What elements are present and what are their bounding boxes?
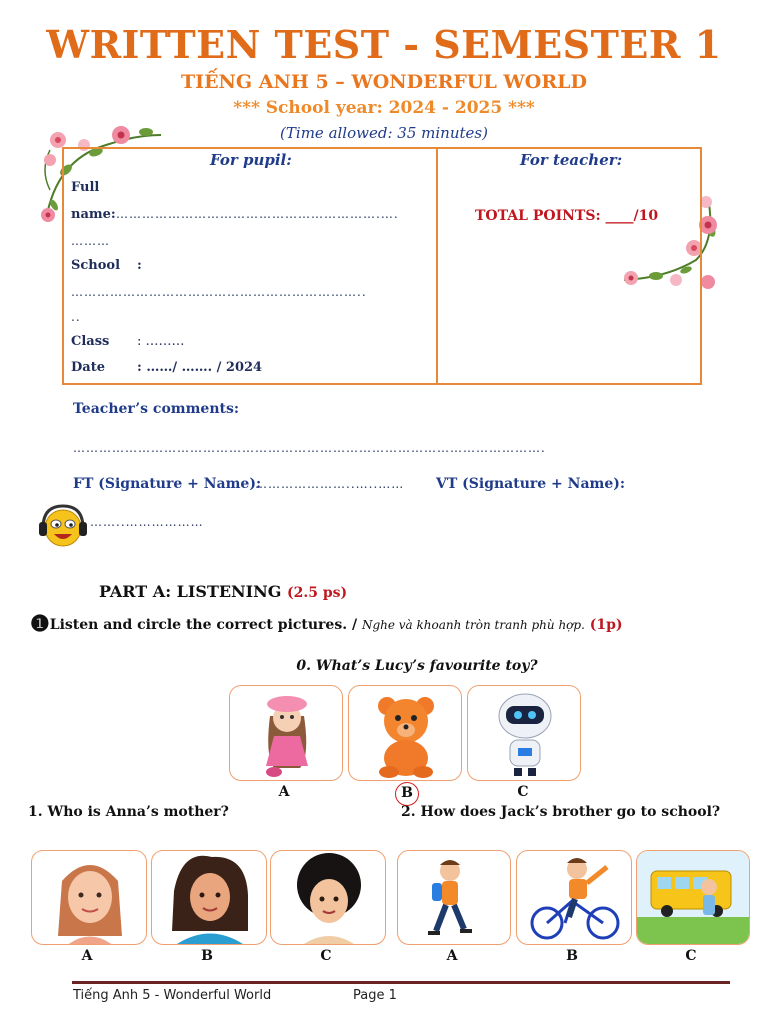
footer-page-number: Page 1: [353, 988, 397, 1003]
doll-icon: [230, 686, 343, 781]
footer-rule: [72, 981, 730, 984]
q2-option-a-label[interactable]: A: [446, 948, 458, 964]
ft-signature-label: FT (Signature + Name):: [73, 476, 262, 492]
headphones-smiley-icon: [37, 502, 89, 550]
vt-signature-field[interactable]: ……..………………: [90, 515, 204, 529]
page-title: WRITTEN TEST - SEMESTER 1: [46, 22, 722, 67]
q1-option-b-label[interactable]: B: [201, 948, 213, 964]
instruction-en: Listen and circle the correct pictures. /: [49, 617, 358, 633]
school-colon: :: [137, 258, 142, 273]
q2-option-c-image[interactable]: [636, 850, 750, 945]
q1-option-c-label[interactable]: C: [320, 948, 332, 964]
date-label: Date: [71, 360, 105, 375]
q1-option-a-label[interactable]: A: [81, 948, 93, 964]
q2-option-b-label[interactable]: B: [566, 948, 578, 964]
school-label: School: [71, 258, 121, 273]
name-label: name:: [71, 207, 116, 222]
exercise-1-points: (1p): [589, 617, 623, 633]
part-a-label: PART A: LISTENING: [99, 582, 282, 601]
q1-option-b-image[interactable]: [151, 850, 267, 945]
woman-afro-icon: [271, 851, 386, 945]
school-field-continued[interactable]: ..: [71, 310, 81, 324]
teddy-bear-icon: [349, 686, 462, 781]
school-year: *** School year: 2024 - 2025 ***: [233, 98, 535, 118]
school-field[interactable]: …………………………………………………………..: [71, 285, 367, 299]
name-field-continued[interactable]: ………: [71, 234, 110, 248]
exercise-number-icon: ❶: [30, 611, 50, 637]
part-a-title: [99, 582, 347, 601]
class-field[interactable]: : ………: [137, 334, 185, 349]
exercise-1-instruction: [30, 611, 623, 637]
teacher-comments-label: Teacher’s comments:: [73, 401, 240, 417]
q2-option-b-image[interactable]: [516, 850, 632, 945]
woman-blonde-icon: [32, 851, 147, 945]
q0-option-c-label[interactable]: C: [517, 784, 529, 800]
instruction-vi: Nghe và khoanh tròn tranh phù hợp.: [361, 618, 585, 632]
q1-option-c-image[interactable]: [270, 850, 386, 945]
info-box: [62, 147, 702, 385]
question-2-text: 2. How does Jack’s brother go to school?: [401, 804, 721, 820]
q0-option-b-label-circled[interactable]: B: [395, 782, 419, 806]
question-0-text: 0. What’s Lucy’s favourite toy?: [296, 658, 538, 674]
pupil-heading: For pupil:: [210, 151, 292, 169]
q2-option-a-image[interactable]: [397, 850, 511, 945]
page-subtitle: TIẾNG ANH 5 – WONDERFUL WORLD: [181, 71, 587, 93]
teacher-comments-field[interactable]: ……………………………………………………………………………………………….: [73, 441, 546, 455]
class-label: Class: [71, 334, 110, 349]
q0-option-c-image[interactable]: [467, 685, 581, 781]
q1-option-a-image[interactable]: [31, 850, 147, 945]
time-allowed: (Time allowed: 35 minutes): [280, 124, 488, 142]
vt-signature-label: VT (Signature + Name):: [436, 476, 626, 492]
total-points: TOTAL POINTS: ____/10: [475, 208, 659, 224]
question-1-text: 1. Who is Anna’s mother?: [28, 804, 229, 820]
ft-signature-field[interactable]: …………………..…..……: [255, 477, 405, 491]
robot-icon: [468, 686, 581, 781]
part-a-points: (2.5 ps): [287, 585, 348, 601]
boy-cycling-icon: [517, 851, 632, 945]
school-bus-icon: [637, 851, 750, 945]
woman-curly-hair-icon: [152, 851, 267, 945]
q0-option-a-image[interactable]: [229, 685, 343, 781]
info-box-divider: [436, 149, 438, 383]
teacher-heading: For teacher:: [520, 151, 623, 169]
q0-option-a-label[interactable]: A: [278, 784, 290, 800]
q0-option-b-image[interactable]: [348, 685, 462, 781]
date-field[interactable]: : ……/ ……. / 2024: [137, 360, 263, 375]
name-field[interactable]: …………………………………………………….….: [116, 207, 399, 221]
q2-option-c-label[interactable]: C: [685, 948, 697, 964]
full-label: Full: [71, 180, 100, 195]
boy-walking-icon: [398, 851, 511, 945]
footer-book-title: Tiếng Anh 5 - Wonderful World: [73, 988, 272, 1003]
